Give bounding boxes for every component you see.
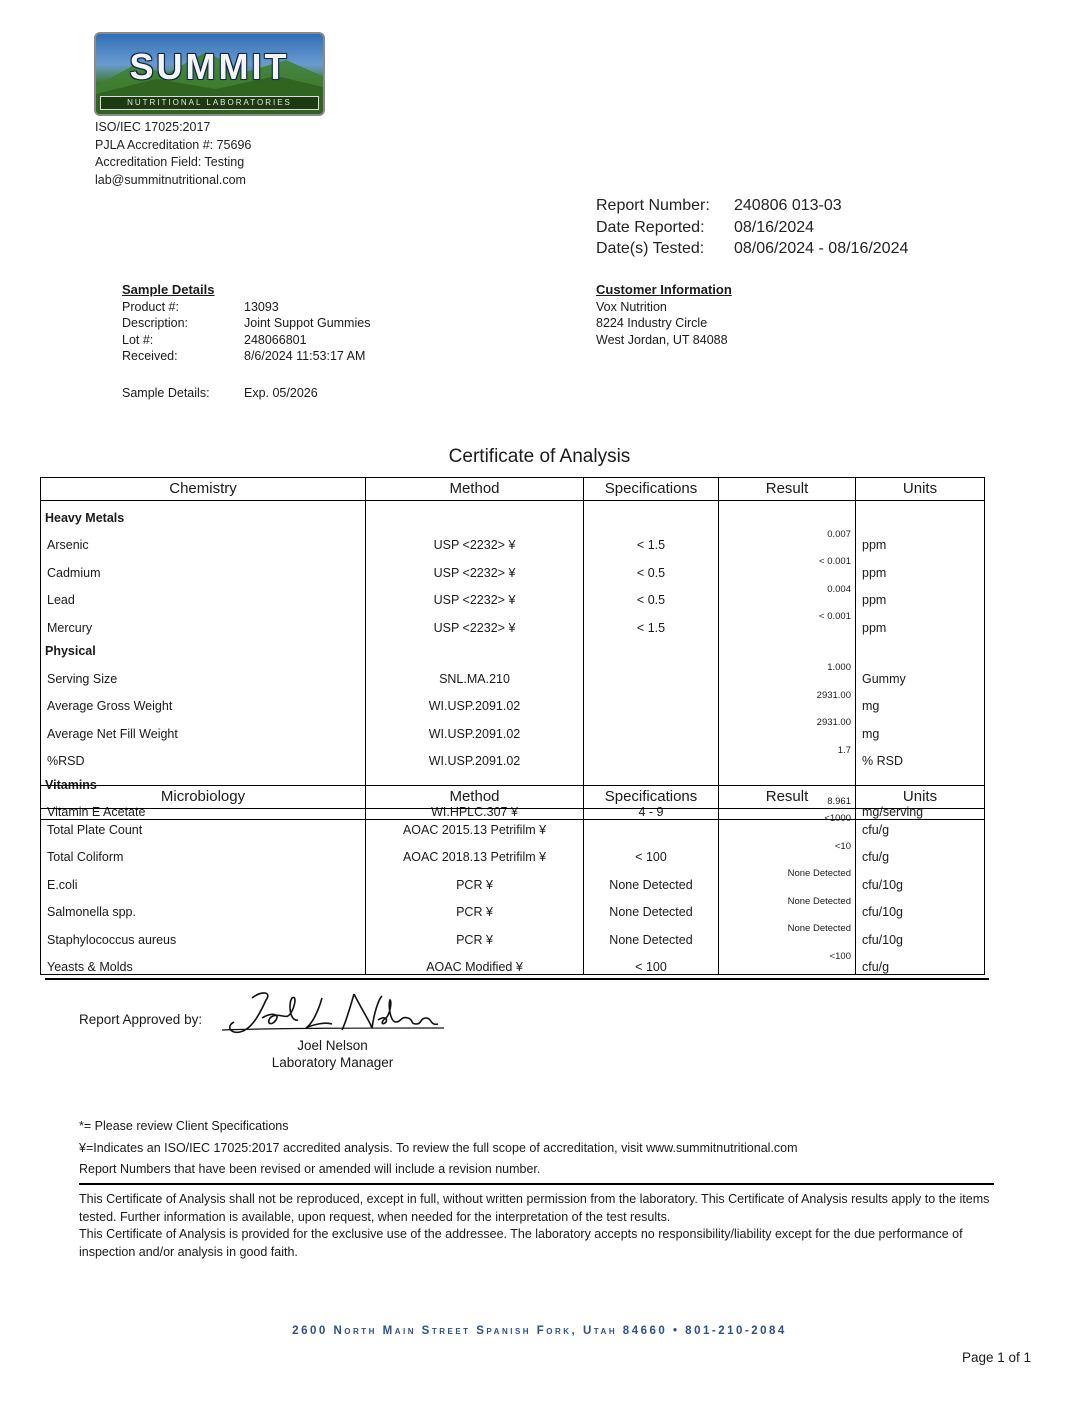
description-value: Joint Suppot Gummies [244,316,371,330]
spec-cell: None Detected [584,919,719,947]
spec-cell: None Detected [584,892,719,920]
disclaimer-reproduction: This Certificate of Analysis shall not be reproduced, except in full, without written permission from the laboratory. This Certificate of Analysis results apply to the items tested. Further information is available, upon request, when needed for the interpretation of the test results. [79,1192,990,1224]
table-row [41,809,985,837]
analyte-name: Arsenic [41,525,366,553]
date-reported-label: Date Reported: [596,218,705,236]
spec-cell: < 0.5 [584,552,719,580]
approved-by-label: Report Approved by: [79,1012,203,1027]
accreditation-block [95,119,251,190]
spec-cell: < 100 [584,837,719,865]
method-cell: USP <2232> ¥ [366,607,584,635]
approver-name: Joel Nelson [297,1038,368,1053]
table-row [41,947,985,975]
spec-cell [584,686,719,714]
result-cell: None Detected [719,919,856,947]
dates-tested: 08/06/2024 - 08/16/2024 [734,240,909,257]
analyte-name: E.coli [41,864,366,892]
units-cell: mg/serving [856,792,985,820]
result-cell: <10 [719,837,856,865]
logo-subtitle: NUTRITIONAL LABORATORIES [100,96,319,110]
analyte-name: Cadmium [41,552,366,580]
result-cell: None Detected [719,892,856,920]
spec-cell: < 1.5 [584,525,719,553]
analyte-name: Total Coliform [41,837,366,865]
analyte-name: Vitamin E Acetate [41,792,366,820]
method-cell: WI.HPLC.307 ¥ [366,792,584,820]
method-cell: PCR ¥ [366,919,584,947]
table-row [41,713,985,741]
divider [45,978,989,980]
logo-word: SUMMIT [129,46,290,87]
units-cell: cfu/10g [856,892,985,920]
analyte-name: Mercury [41,607,366,635]
units-cell: cfu/g [856,947,985,975]
received-label: Received: [122,349,178,363]
method-cell: PCR ¥ [366,864,584,892]
spec-cell [584,741,719,769]
customer-info-title: Customer Information [596,282,732,297]
accreditation-iso: ISO/IEC 17025:2017 [95,120,211,134]
result-cell: 2931.00 [719,713,856,741]
customer-street: 8224 Industry Circle [596,316,708,330]
spec-cell: < 0.5 [584,580,719,608]
product-label: Product #: [122,299,179,314]
report-number: 240806 013-03 [734,197,842,214]
disclaimer-liability: This Certificate of Analysis is provided for the exclusive use of the addressee. The laboratory accepts no responsibility/liability except for the due performance of inspection and/or analysis in good faith. [79,1227,963,1259]
sample-details-title: Sample Details [122,282,215,297]
result-header: Result [719,478,856,501]
sample-details-label: Sample Details: [122,385,210,400]
result-header: Result [719,786,856,809]
group-label: Vitamins [41,768,366,792]
sample-details-value: Exp. 05/2026 [244,385,318,400]
units-cell: mg [856,713,985,741]
table-row [41,837,985,865]
analyte-name: Lead [41,580,366,608]
result-cell: 1.000 [719,658,856,686]
report-number-label: Report Number: [596,197,710,214]
note-client-specs: *= Please review Client Specifications [79,1119,289,1133]
customer-info [596,282,732,348]
method-cell: WI.USP.2091.02 [366,741,584,769]
summit-logo [94,32,325,116]
report-info [596,195,908,260]
method-cell: PCR ¥ [366,892,584,920]
result-cell: None Detected [719,864,856,892]
spec-cell: 4 - 9 [584,792,719,820]
certificate-title: Certificate of Analysis [448,446,631,467]
group-row [41,635,985,659]
product-value: 13093 [244,299,279,314]
units-cell: ppm [856,607,985,635]
method-header: Method [366,478,584,501]
date-reported: 08/16/2024 [734,218,815,236]
units-cell: cfu/g [856,837,985,865]
table-row [41,525,985,553]
table-row [41,741,985,769]
analyte-name: Average Gross Weight [41,686,366,714]
group-label: Heavy Metals [41,501,366,525]
method-cell: AOAC 2018.13 Petrifilm ¥ [366,837,584,865]
approver-title: Laboratory Manager [271,1054,394,1070]
method-cell: AOAC 2015.13 Petrifilm ¥ [366,809,584,837]
description-label: Description: [122,316,188,330]
spec-cell [584,809,719,837]
units-cell: % RSD [856,741,985,769]
method-cell: AOAC Modified ¥ [366,947,584,975]
result-cell: 8.961 [719,792,856,820]
units-cell: ppm [856,580,985,608]
accreditation-field: Accreditation Field: Testing [95,155,245,170]
result-cell: 0.004 [719,580,856,608]
spec-cell [584,658,719,686]
units-header: Units [856,786,985,809]
method-cell: WI.USP.2091.02 [366,686,584,714]
analyte-name: Salmonella spp. [41,892,366,920]
result-cell: <1000 [719,809,856,837]
table-row [41,552,985,580]
analyte-name: Staphylococcus aureus [41,919,366,947]
group-label: Physical [41,635,366,659]
lot-value: 248066801 [244,332,307,347]
method-cell: USP <2232> ¥ [366,580,584,608]
analyte-name: Yeasts & Molds [41,947,366,975]
specifications-header: Specifications [584,786,719,809]
microbiology-table [40,785,985,975]
approver-block [240,1038,425,1071]
accreditation-pjla: PJLA Accreditation #: 75696 [95,137,252,152]
table-row [41,607,985,635]
spec-cell: < 100 [584,947,719,975]
units-cell: ppm [856,525,985,553]
analyte-name: %RSD [41,741,366,769]
result-cell: < 0.001 [719,607,856,635]
note-accredited: ¥=Indicates an ISO/IEC 17025:2017 accredited analysis. To review the full scope of accreditation, visit www.summitnutritional.com [79,1140,798,1155]
chemistry-header: Chemistry [41,478,366,501]
spec-cell: None Detected [584,864,719,892]
disclaimer [79,1191,994,1261]
table-row [41,658,985,686]
table-row [41,919,985,947]
table-row [41,580,985,608]
result-cell: 2931.00 [719,686,856,714]
units-cell: cfu/10g [856,919,985,947]
method-cell: SNL.MA.210 [366,658,584,686]
microbiology-header: Microbiology [41,786,366,809]
analyte-name: Serving Size [41,658,366,686]
table-row [41,864,985,892]
customer-name: Vox Nutrition [596,299,667,314]
method-cell: USP <2232> ¥ [366,525,584,553]
customer-city: West Jordan, UT 84088 [596,332,728,347]
method-header: Method [366,786,584,809]
analyte-name: Average Net Fill Weight [41,713,366,741]
note-revision: Report Numbers that have been revised or amended will include a revision number. [79,1162,541,1176]
lot-label: Lot #: [122,332,154,347]
sample-details [122,282,370,401]
units-cell: mg [856,686,985,714]
units-cell: Gummy [856,658,985,686]
dates-tested-label: Date(s) Tested: [596,240,705,257]
result-cell: 0.007 [719,525,856,553]
units-cell: cfu/10g [856,864,985,892]
result-cell: 1.7 [719,741,856,769]
divider [79,1183,994,1185]
spec-cell [584,713,719,741]
units-cell: ppm [856,552,985,580]
table-row [41,686,985,714]
received-value: 8/6/2024 11:53:17 AM [244,349,366,363]
table-row [41,892,985,920]
spec-cell: < 1.5 [584,607,719,635]
method-cell: USP <2232> ¥ [366,552,584,580]
result-cell: < 0.001 [719,552,856,580]
footer-address: 2600 North Main Street Spanish Fork, Utah 84660 • 801-210-2084 [292,1325,787,1337]
result-cell: <100 [719,947,856,975]
notes [79,1116,798,1181]
signature-image [222,988,452,1043]
analyte-name: Total Plate Count [41,809,366,837]
specifications-header: Specifications [584,478,719,501]
chemistry-table [40,477,985,820]
units-header: Units [856,478,985,501]
units-cell: cfu/g [856,809,985,837]
group-row [41,501,985,525]
method-cell: WI.USP.2091.02 [366,713,584,741]
page-number: Page 1 of 1 [962,1350,1032,1365]
lab-email: lab@summitnutritional.com [95,173,246,188]
